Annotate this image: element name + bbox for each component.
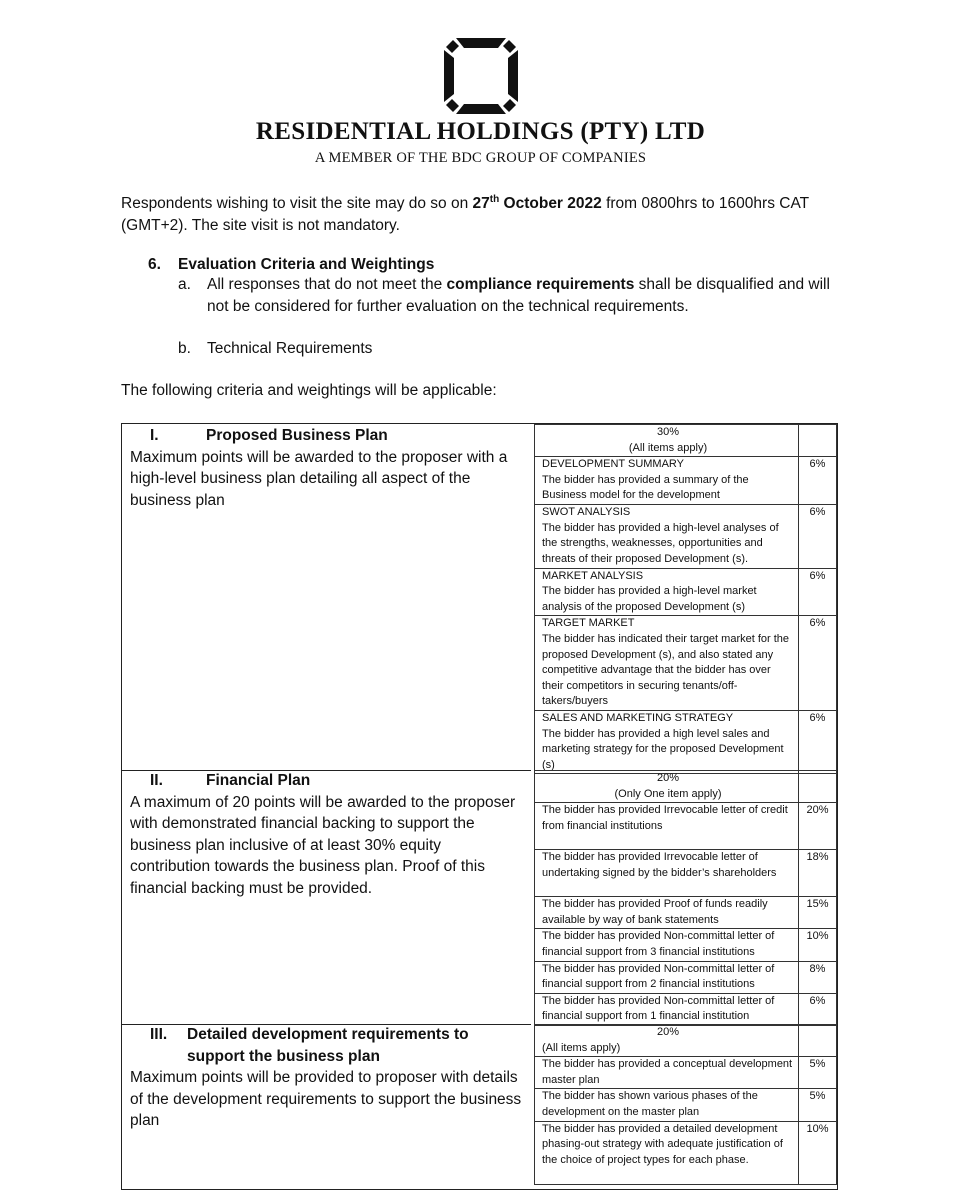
section-heading: 6. Evaluation Criteria and Weightings — [148, 256, 435, 273]
criterion-2-items — [534, 770, 837, 1026]
table-row: The bidder has provided a detailed development phasing-out strategy with adequate justification of the choice of project types for each phase. 10% — [535, 1121, 837, 1184]
company-subtitle: A MEMBER OF THE BDC GROUP OF COMPANIES — [314, 150, 647, 166]
table-row: TARGET MARKET The bidder has indicated their target market for the proposed Development (s), and also stated any competitive advantage that the bidder has over their competitors in securing tenants/off-takers/buyers 6% — [535, 616, 837, 711]
table-row: The bidder has provided Irrevocable letter of credit from financial institutions 20% — [535, 803, 837, 850]
company-name: RESIDENTIAL HOLDINGS (PTY) LTD — [255, 118, 706, 145]
criterion-2-description: II. Financial Plan A maximum of 20 points will be awarded to the proposer with demonstrated financial backing to support the business plan inclusive of at least 30% equity contribution towards the business plan. Proof of this financial backing must be provided. — [130, 772, 516, 897]
table-row: SWOT ANALYSIS The bidder has provided a high-level analyses of the strengths, weaknesses, opportunities and threats of their proposed Development (s). 6% — [535, 505, 837, 568]
table-row: The bidder has provided Irrevocable letter of undertaking signed by the bidder’s shareholders 18% — [535, 850, 837, 897]
criterion-3-items — [534, 1024, 837, 1185]
intro-suffix: from 0800hrs to 1600hrs CAT (GMT+2). The site visit is not mandatory. — [121, 195, 809, 235]
criterion-1-items — [534, 424, 837, 774]
list-item-a: a. All responses that do not meet the compliance requirements shall be disqualified and will not be considered for further evaluation on the technical requirements. — [178, 276, 830, 315]
site-visit-paragraph — [121, 189, 841, 237]
table-row: The bidder has shown various phases of the development on the master plan 5% — [535, 1089, 837, 1121]
table-row: The bidder has provided Proof of funds readily available by way of bank statements 15% — [535, 897, 837, 929]
table-row: 20% (Only One item apply) — [535, 771, 837, 803]
criterion-1-description: I. Proposed Business Plan Maximum points will be awarded to the proposer with a high-level business plan detailing all aspect of the business plan — [130, 427, 508, 509]
table-row: The bidder has provided Non-committal letter of financial support from 1 financial institution 6% — [535, 993, 837, 1025]
table-row: DEVELOPMENT SUMMARY The bidder has provided a summary of the Business model for the development 6% — [535, 457, 837, 505]
table-row: The bidder has provided Non-committal letter of financial support from 3 financial institutions 10% — [535, 929, 837, 961]
list-item-b: b. Technical Requirements — [178, 340, 373, 357]
table-row: The bidder has provided a conceptual development master plan 5% — [535, 1057, 837, 1089]
table-row: SALES AND MARKETING STRATEGY The bidder has provided a high level sales and marketing strategy for the proposed Development (s) 6% — [535, 710, 837, 773]
criteria-intro: The following criteria and weightings will be applicable: — [121, 382, 497, 399]
intro-prefix: Respondents wishing to visit the site may do so on — [121, 195, 473, 213]
table-row: MARKET ANALYSIS The bidder has provided a high-level market analysis of the proposed Development (s) 6% — [535, 568, 837, 616]
table-row: 30% (All items apply) — [535, 425, 837, 457]
table-row: The bidder has provided Non-committal letter of financial support from 2 financial institutions 8% — [535, 961, 837, 993]
table-row: 20% (All items apply) — [535, 1025, 837, 1057]
company-logo-icon — [444, 38, 518, 114]
criterion-3-description: III. Detailed development requirements to support the business plan Maximum points will be provided to proposer with details of the development requirements to support the business plan — [130, 1026, 522, 1129]
site-visit-date: 27th October 2022 — [472, 194, 602, 213]
